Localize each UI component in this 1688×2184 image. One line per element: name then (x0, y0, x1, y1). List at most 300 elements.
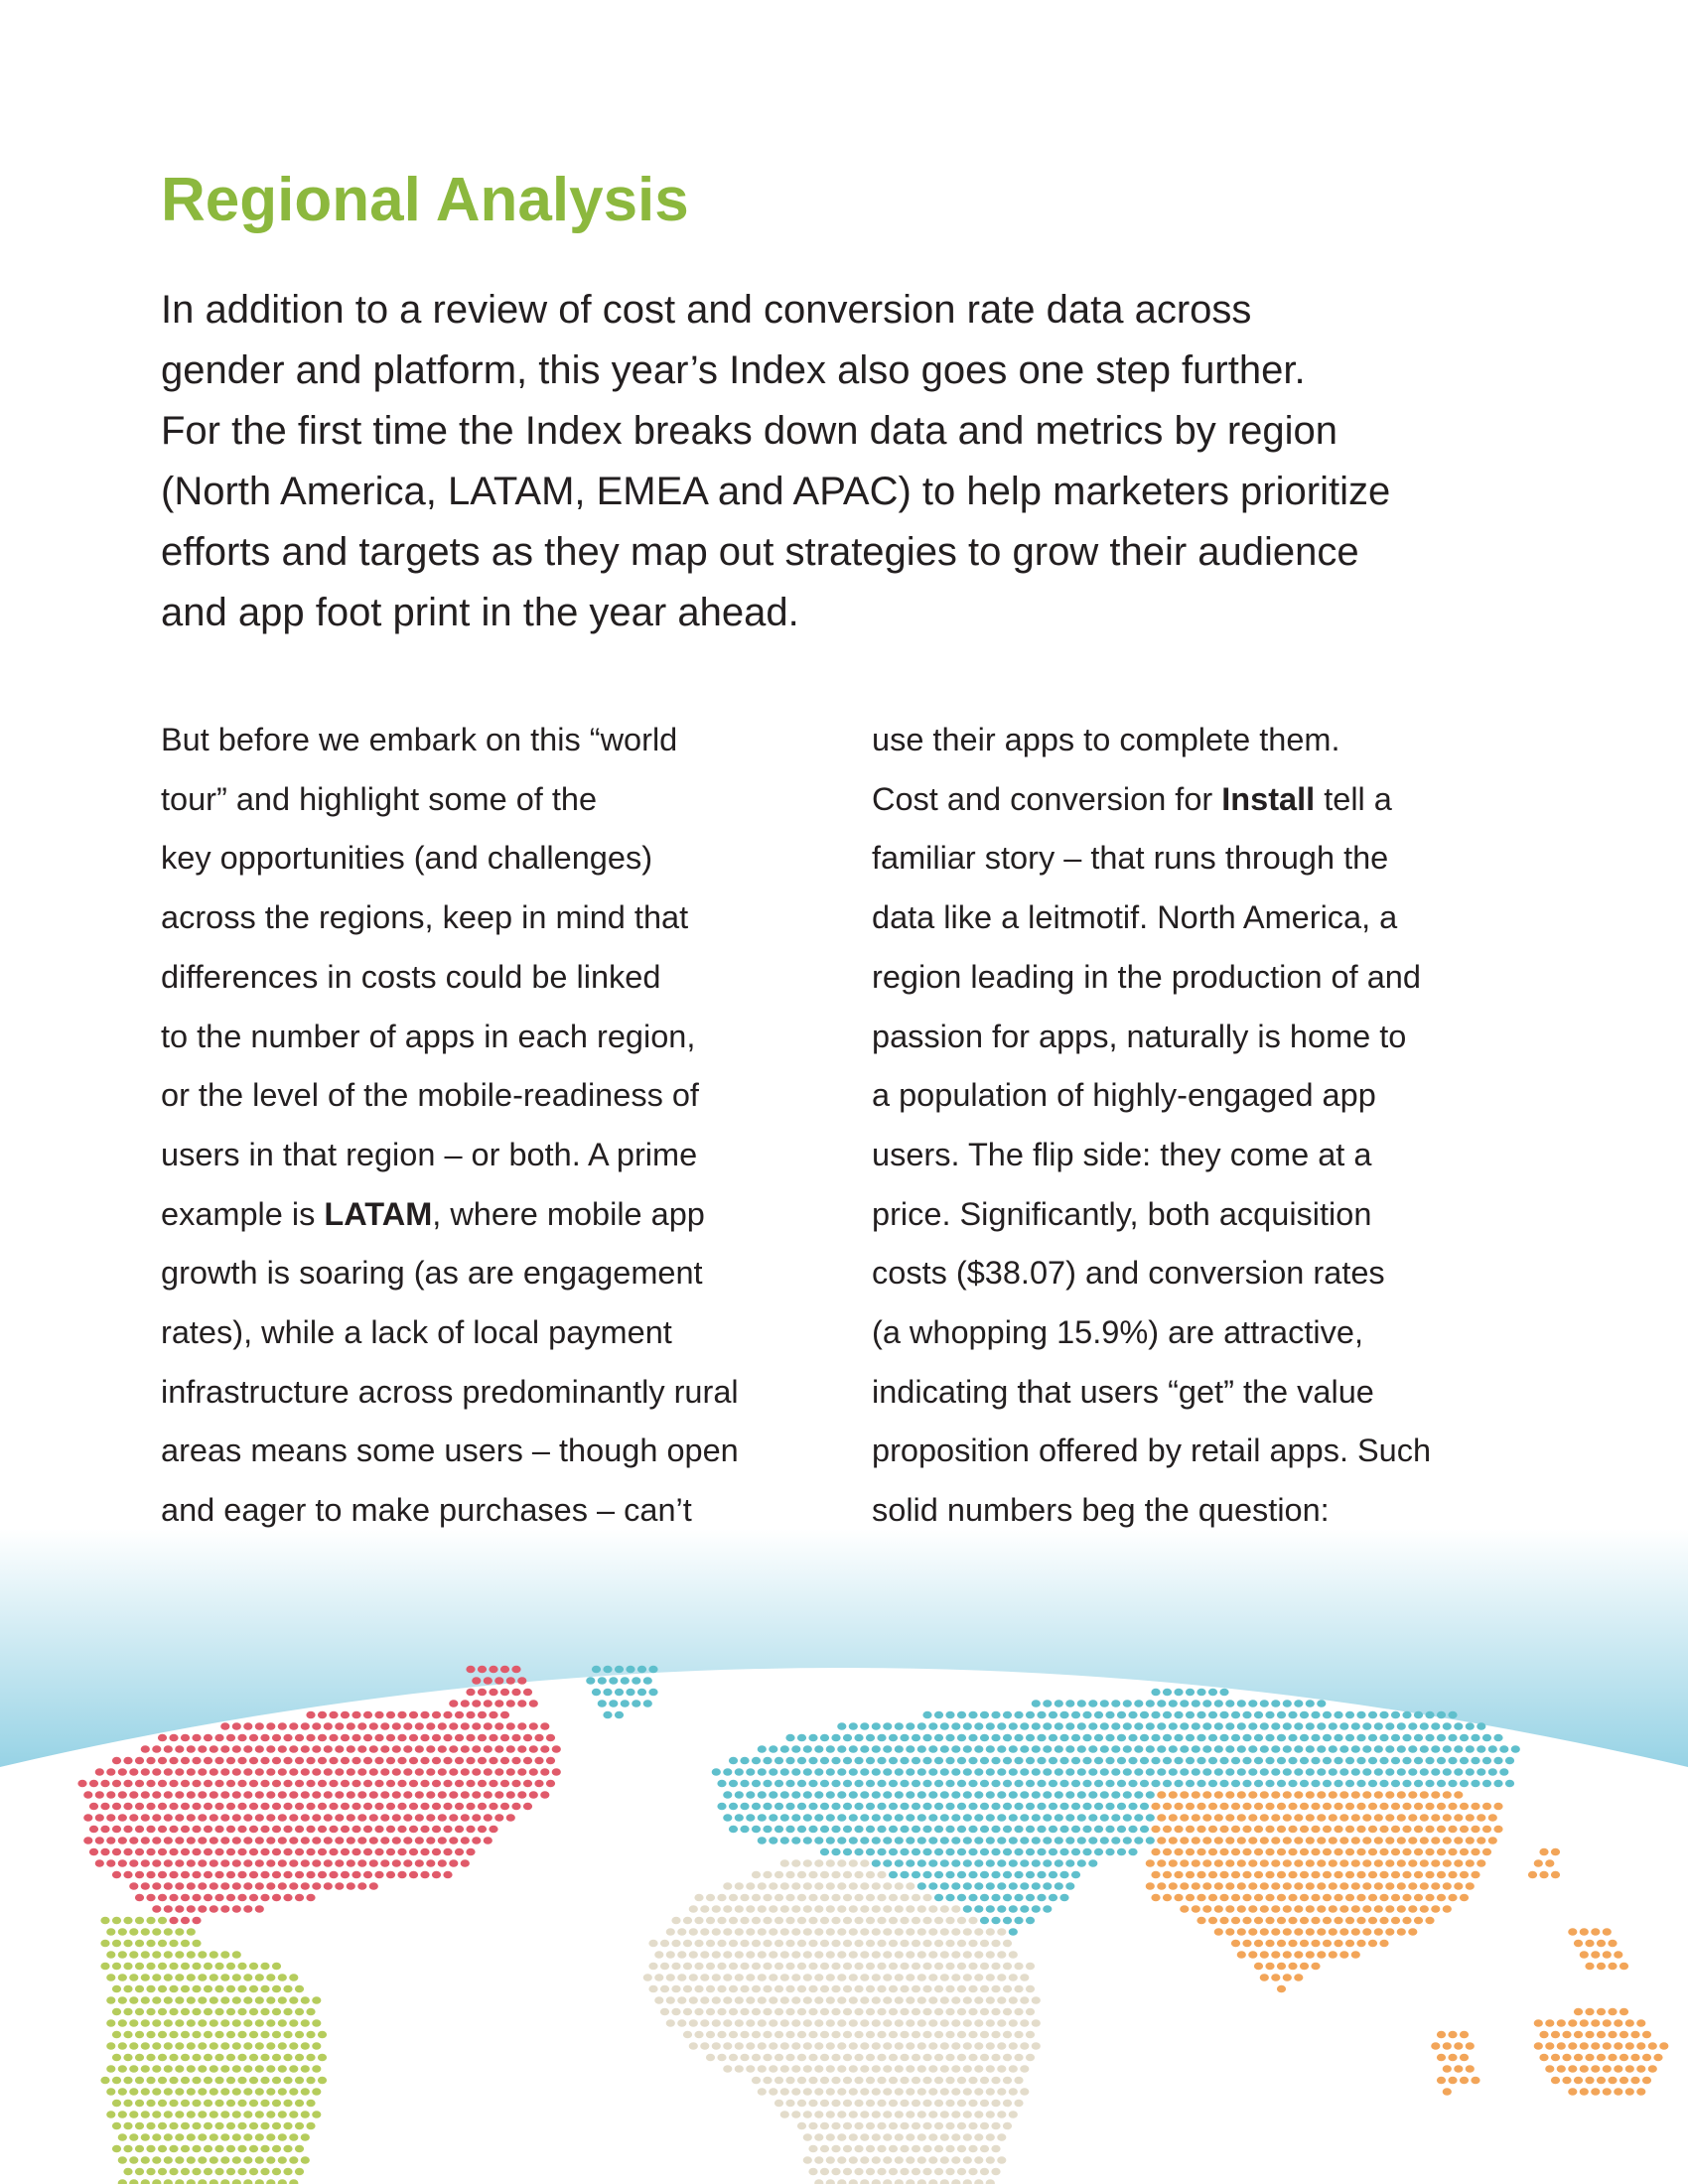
map-dot (603, 1666, 612, 1674)
map-dot (146, 2100, 155, 2108)
map-dot (1323, 1917, 1332, 1925)
map-dot (780, 1951, 789, 1959)
map-dot (204, 1894, 212, 1902)
map-dot (860, 1722, 869, 1730)
map-dot (963, 1905, 972, 1913)
map-dot (1225, 1768, 1234, 1776)
map-dot (1300, 1917, 1309, 1925)
map-dot (940, 1996, 949, 2004)
map-dot (1271, 1928, 1280, 1936)
map-dot (729, 1963, 738, 1971)
map-dot (740, 1894, 749, 1902)
map-dot (883, 1814, 892, 1822)
map-dot (683, 2031, 692, 2039)
map-dot (1379, 1711, 1388, 1719)
map-dot (1065, 1837, 1074, 1844)
map-dot (1329, 1951, 1337, 1959)
map-dot (877, 1734, 886, 1742)
map-dot (312, 1859, 321, 1867)
map-dot (214, 1894, 223, 1902)
map-dot (1630, 2054, 1639, 2062)
map-dot (123, 2077, 132, 2085)
map-dot (1037, 1780, 1046, 1788)
map-dot (808, 1780, 817, 1788)
map-dot (210, 1814, 218, 1822)
map-dot (1219, 1894, 1228, 1902)
map-dot (689, 1905, 698, 1913)
map-dot (1071, 1803, 1080, 1811)
map-dot (917, 2019, 926, 2027)
map-dot (232, 1722, 241, 1730)
map-dot (791, 1791, 800, 1799)
map-dot (461, 1859, 470, 1867)
map-dot (283, 2008, 292, 2016)
map-dot (198, 1882, 207, 1890)
map-dot (187, 2088, 196, 2096)
map-dot (232, 1837, 241, 1844)
map-dot (260, 1757, 269, 1765)
map-dot (906, 1996, 914, 2004)
map-dot (1437, 1734, 1446, 1742)
map-dot (1055, 1700, 1063, 1707)
map-dot (455, 1803, 464, 1811)
map-dot (940, 1722, 949, 1730)
map-dot (1329, 1859, 1337, 1867)
map-dot (986, 1996, 995, 2004)
map-dot (889, 2168, 898, 2176)
map-dot (752, 1894, 761, 1902)
map-dot (164, 2088, 173, 2096)
map-dot (1283, 1974, 1292, 1981)
map-dot (192, 2122, 201, 2130)
map-dot (1196, 1803, 1205, 1811)
map-dot (283, 1757, 292, 1765)
map-dot (706, 1963, 715, 1971)
map-dot (324, 1791, 333, 1799)
map-dot (306, 2008, 315, 2016)
map-dot (843, 1826, 852, 1834)
map-dot (837, 1859, 846, 1867)
map-dot (1545, 1859, 1554, 1867)
map-dot (1374, 1814, 1383, 1822)
map-dot (928, 1768, 937, 1776)
map-dot (814, 2156, 823, 2164)
map-dot (312, 2065, 321, 2073)
map-dot (837, 1791, 846, 1799)
map-dot (951, 2019, 960, 2027)
map-dot (735, 1814, 744, 1822)
map-dot (1014, 1711, 1023, 1719)
map-dot (660, 1963, 669, 1971)
map-dot (1242, 1848, 1251, 1856)
map-dot (837, 2133, 846, 2141)
map-dot (1242, 1826, 1251, 1834)
map-dot (1471, 1871, 1479, 1879)
map-dot (912, 2100, 920, 2108)
map-dot (917, 1814, 926, 1822)
map-dot (922, 1848, 931, 1856)
map-dot (957, 1940, 966, 1948)
map-dot (237, 1848, 246, 1856)
map-dot (1202, 1882, 1211, 1890)
map-dot (1077, 1722, 1086, 1730)
map-dot (1482, 1848, 1491, 1856)
map-dot (1032, 1768, 1041, 1776)
map-dot (249, 1826, 258, 1834)
map-dot (1379, 1848, 1388, 1856)
map-dot (278, 1837, 287, 1844)
map-dot (1300, 1848, 1309, 1856)
map-dot (158, 1963, 167, 1971)
map-dot (1026, 1826, 1035, 1834)
map-dot (438, 1768, 447, 1776)
map-dot (1351, 1951, 1360, 1959)
map-dot (928, 2133, 937, 2141)
map-dot (849, 1882, 858, 1890)
map-dot (849, 2156, 858, 2164)
map-dot (1202, 1859, 1211, 1867)
map-dot (1014, 2008, 1023, 2016)
map-dot (455, 1848, 464, 1856)
map-dot (643, 1974, 652, 1981)
map-dot (192, 2077, 201, 2085)
map-dot (917, 1837, 926, 1844)
map-dot (889, 1803, 898, 1811)
map-dot (917, 2133, 926, 2141)
map-dot (118, 2019, 127, 2027)
map-dot (249, 2100, 258, 2108)
map-dot (347, 1791, 355, 1799)
map-dot (843, 1780, 852, 1788)
map-dot (986, 2042, 995, 2050)
map-dot (974, 2111, 983, 2118)
map-dot (1271, 1837, 1280, 1844)
map-dot (780, 1768, 789, 1776)
map-dot (997, 1837, 1006, 1844)
map-dot (791, 1928, 800, 1936)
map-dot (210, 1859, 218, 1867)
map-dot (940, 1951, 949, 1959)
map-dot (181, 1826, 190, 1834)
map-dot (324, 1837, 333, 1844)
map-dot (1134, 1791, 1143, 1799)
map-dot (1009, 2065, 1018, 2073)
map-dot (712, 2042, 721, 2050)
map-dot (204, 2100, 212, 2108)
map-dot (1642, 2077, 1651, 2085)
map-dot (986, 2065, 995, 2073)
map-dot (980, 1848, 989, 1856)
map-dot (1014, 2054, 1023, 2062)
map-dot (1032, 1905, 1041, 1913)
map-dot (671, 1940, 680, 1948)
map-dot (1408, 1791, 1417, 1799)
map-dot (1425, 1711, 1434, 1719)
map-dot (1134, 1722, 1143, 1730)
map-dot (1151, 1803, 1160, 1811)
map-dot (255, 1837, 264, 1844)
map-dot (717, 1985, 726, 1993)
map-dot (883, 2042, 892, 2050)
map-dot (214, 2031, 223, 2039)
map-dot (489, 1666, 497, 1674)
map-dot (295, 2168, 304, 2176)
map-dot (758, 1837, 767, 1844)
map-dot (717, 1963, 726, 1971)
map-dot (426, 1745, 435, 1753)
map-dot (746, 2042, 755, 2050)
map-dot (112, 1985, 121, 1993)
map-dot (1254, 1826, 1263, 1834)
map-dot (1597, 2008, 1606, 2016)
map-dot (1174, 1757, 1183, 1765)
map-dot (837, 1837, 846, 1844)
map-dot (295, 2122, 304, 2130)
map-dot (272, 1803, 281, 1811)
map-dot (1283, 1951, 1292, 1959)
map-dot (409, 1734, 418, 1742)
map-dot (232, 1996, 241, 2004)
map-dot (774, 1985, 783, 1993)
map-dot (1140, 1803, 1149, 1811)
map-dot (814, 1905, 823, 1913)
map-dot (1391, 1757, 1400, 1765)
map-dot (603, 1689, 612, 1697)
map-dot (312, 1745, 321, 1753)
map-dot (866, 2008, 875, 2016)
map-dot (951, 2133, 960, 2141)
map-dot (820, 1940, 829, 1948)
map-dot (478, 1803, 487, 1811)
body-line: infrastructure across predominantly rural (161, 1373, 739, 1410)
map-dot (660, 2008, 669, 2016)
map-dot (1192, 1859, 1200, 1867)
map-dot (837, 1905, 846, 1913)
map-dot (312, 2088, 321, 2096)
map-dot (1146, 1814, 1155, 1822)
map-dot (1265, 1848, 1274, 1856)
map-dot (820, 1894, 829, 1902)
map-dot (883, 1905, 892, 1913)
map-dot (951, 1859, 960, 1867)
map-dot (204, 1871, 212, 1879)
map-dot (175, 1837, 184, 1844)
map-dot (1311, 1963, 1320, 1971)
map-dot (1466, 1859, 1475, 1867)
map-dot (380, 1859, 389, 1867)
map-dot (494, 1814, 503, 1822)
map-dot (895, 1928, 904, 1936)
map-dot (255, 1905, 264, 1913)
map-dot (226, 2054, 235, 2062)
map-dot (1082, 1803, 1091, 1811)
map-dot (1123, 1722, 1132, 1730)
map-dot (831, 1894, 840, 1902)
map-dot (963, 2042, 972, 2050)
map-dot (1471, 2077, 1479, 2085)
map-dot (278, 1882, 287, 1890)
map-dot (706, 2008, 715, 2016)
map-dot (118, 1768, 127, 1776)
map-dot (306, 1711, 315, 1719)
map-dot (1460, 2054, 1469, 2062)
map-dot (237, 1985, 246, 1993)
map-dot (808, 1871, 817, 1879)
map-dot (1214, 1905, 1223, 1913)
map-dot (1636, 2065, 1645, 2073)
map-dot (1202, 1837, 1211, 1844)
map-dot (1356, 1848, 1365, 1856)
map-dot (712, 1974, 721, 1981)
map-dot (123, 2168, 132, 2176)
map-dot (181, 1848, 190, 1856)
map-dot (1294, 1791, 1303, 1799)
map-dot (237, 2100, 246, 2108)
map-dot (689, 1951, 698, 1959)
map-dot (1323, 1871, 1332, 1879)
map-dot (837, 1814, 846, 1822)
map-dot (175, 1996, 184, 2004)
map-dot (877, 2145, 886, 2153)
map-dot (889, 1917, 898, 1925)
map-dot (363, 1734, 372, 1742)
map-dot (295, 2077, 304, 2085)
map-dot (1077, 1837, 1086, 1844)
map-dot (1317, 1905, 1326, 1913)
map-dot (1294, 1700, 1303, 1707)
map-dot (1128, 1780, 1137, 1788)
map-dot (1339, 1882, 1348, 1890)
map-dot (306, 2031, 315, 2039)
map-dot (723, 2042, 732, 2050)
map-dot (181, 1985, 190, 1993)
map-dot (1374, 1722, 1383, 1730)
map-dot (660, 1940, 669, 1948)
map-dot (283, 2054, 292, 2062)
map-dot (237, 2145, 246, 2153)
map-dot (1020, 1745, 1029, 1753)
map-dot (1020, 1837, 1029, 1844)
map-dot (272, 1757, 281, 1765)
map-dot (306, 1871, 315, 1879)
map-dot (1466, 1768, 1475, 1776)
map-dot (89, 1780, 98, 1788)
map-dot (1425, 1848, 1434, 1856)
map-dot (1351, 1791, 1360, 1799)
map-dot (986, 1951, 995, 1959)
map-dot (455, 1826, 464, 1834)
map-dot (1105, 1757, 1114, 1765)
map-dot (152, 1996, 161, 2004)
map-dot (1043, 1905, 1052, 1913)
map-dot (1619, 1963, 1628, 1971)
map-dot (1374, 1882, 1383, 1890)
map-dot (991, 1940, 1000, 1948)
map-dot (1362, 1814, 1371, 1822)
map-dot (872, 1928, 881, 1936)
map-dot (1123, 1700, 1132, 1707)
map-dot (1300, 1894, 1309, 1902)
map-dot (900, 2077, 909, 2085)
map-dot (774, 1917, 783, 1925)
body-line: growth is soaring (as are engagement (161, 1255, 703, 1292)
map-dot (1105, 1734, 1114, 1742)
map-dot (1032, 1722, 1041, 1730)
map-dot (1385, 1722, 1394, 1730)
map-dot (301, 2065, 310, 2073)
map-dot (335, 1814, 344, 1822)
map-dot (260, 1780, 269, 1788)
map-dot (1488, 1814, 1497, 1822)
map-dot (872, 1837, 881, 1844)
map-dot (1425, 1894, 1434, 1902)
map-dot (141, 2133, 150, 2141)
map-dot (347, 1882, 355, 1890)
map-dot (432, 1711, 441, 1719)
map-dot (123, 1940, 132, 1948)
map-dot (181, 1734, 190, 1742)
map-dot (255, 1791, 264, 1799)
map-dot (758, 1905, 767, 1913)
map-dot (906, 2088, 914, 2096)
map-dot (951, 1768, 960, 1776)
map-dot (1219, 1803, 1228, 1811)
map-dot (1379, 1780, 1388, 1788)
map-dot (1174, 1734, 1183, 1742)
map-dot (1619, 2077, 1628, 2085)
map-dot (1208, 1734, 1217, 1742)
map-dot (1339, 1951, 1348, 1959)
map-dot (243, 1996, 252, 2004)
map-dot (1237, 1928, 1246, 1936)
map-dot (934, 2077, 943, 2085)
map-dot (1534, 2042, 1543, 2050)
map-dot (1311, 1826, 1320, 1834)
map-dot (210, 2156, 218, 2164)
map-dot (1431, 1722, 1440, 1730)
map-dot (118, 2111, 127, 2118)
map-dot (723, 1928, 732, 1936)
map-dot (1151, 1734, 1160, 1742)
map-dot (752, 2031, 761, 2039)
map-dot (735, 1905, 744, 1913)
map-dot (1585, 2031, 1594, 2039)
map-dot (889, 1963, 898, 1971)
map-dot (1414, 1917, 1423, 1925)
map-dot (1317, 1745, 1326, 1753)
map-dot (769, 1951, 777, 1959)
map-dot (758, 1928, 767, 1936)
map-dot (814, 1745, 823, 1753)
map-dot (1568, 2065, 1577, 2073)
map-dot (1088, 1814, 1097, 1822)
map-dot (1425, 1871, 1434, 1879)
map-dot (780, 2088, 789, 2096)
map-dot (1192, 1905, 1200, 1913)
map-dot (220, 1837, 229, 1844)
map-dot (917, 1791, 926, 1799)
map-dot (1379, 1940, 1388, 1948)
map-dot (123, 1826, 132, 1834)
map-dot (1260, 1905, 1269, 1913)
map-dot (164, 1814, 173, 1822)
map-dot (895, 2111, 904, 2118)
map-dot (278, 1791, 287, 1799)
map-dot (1345, 1871, 1354, 1879)
map-dot (164, 1951, 173, 1959)
map-dot (1385, 1768, 1394, 1776)
map-dot (1146, 1722, 1155, 1730)
